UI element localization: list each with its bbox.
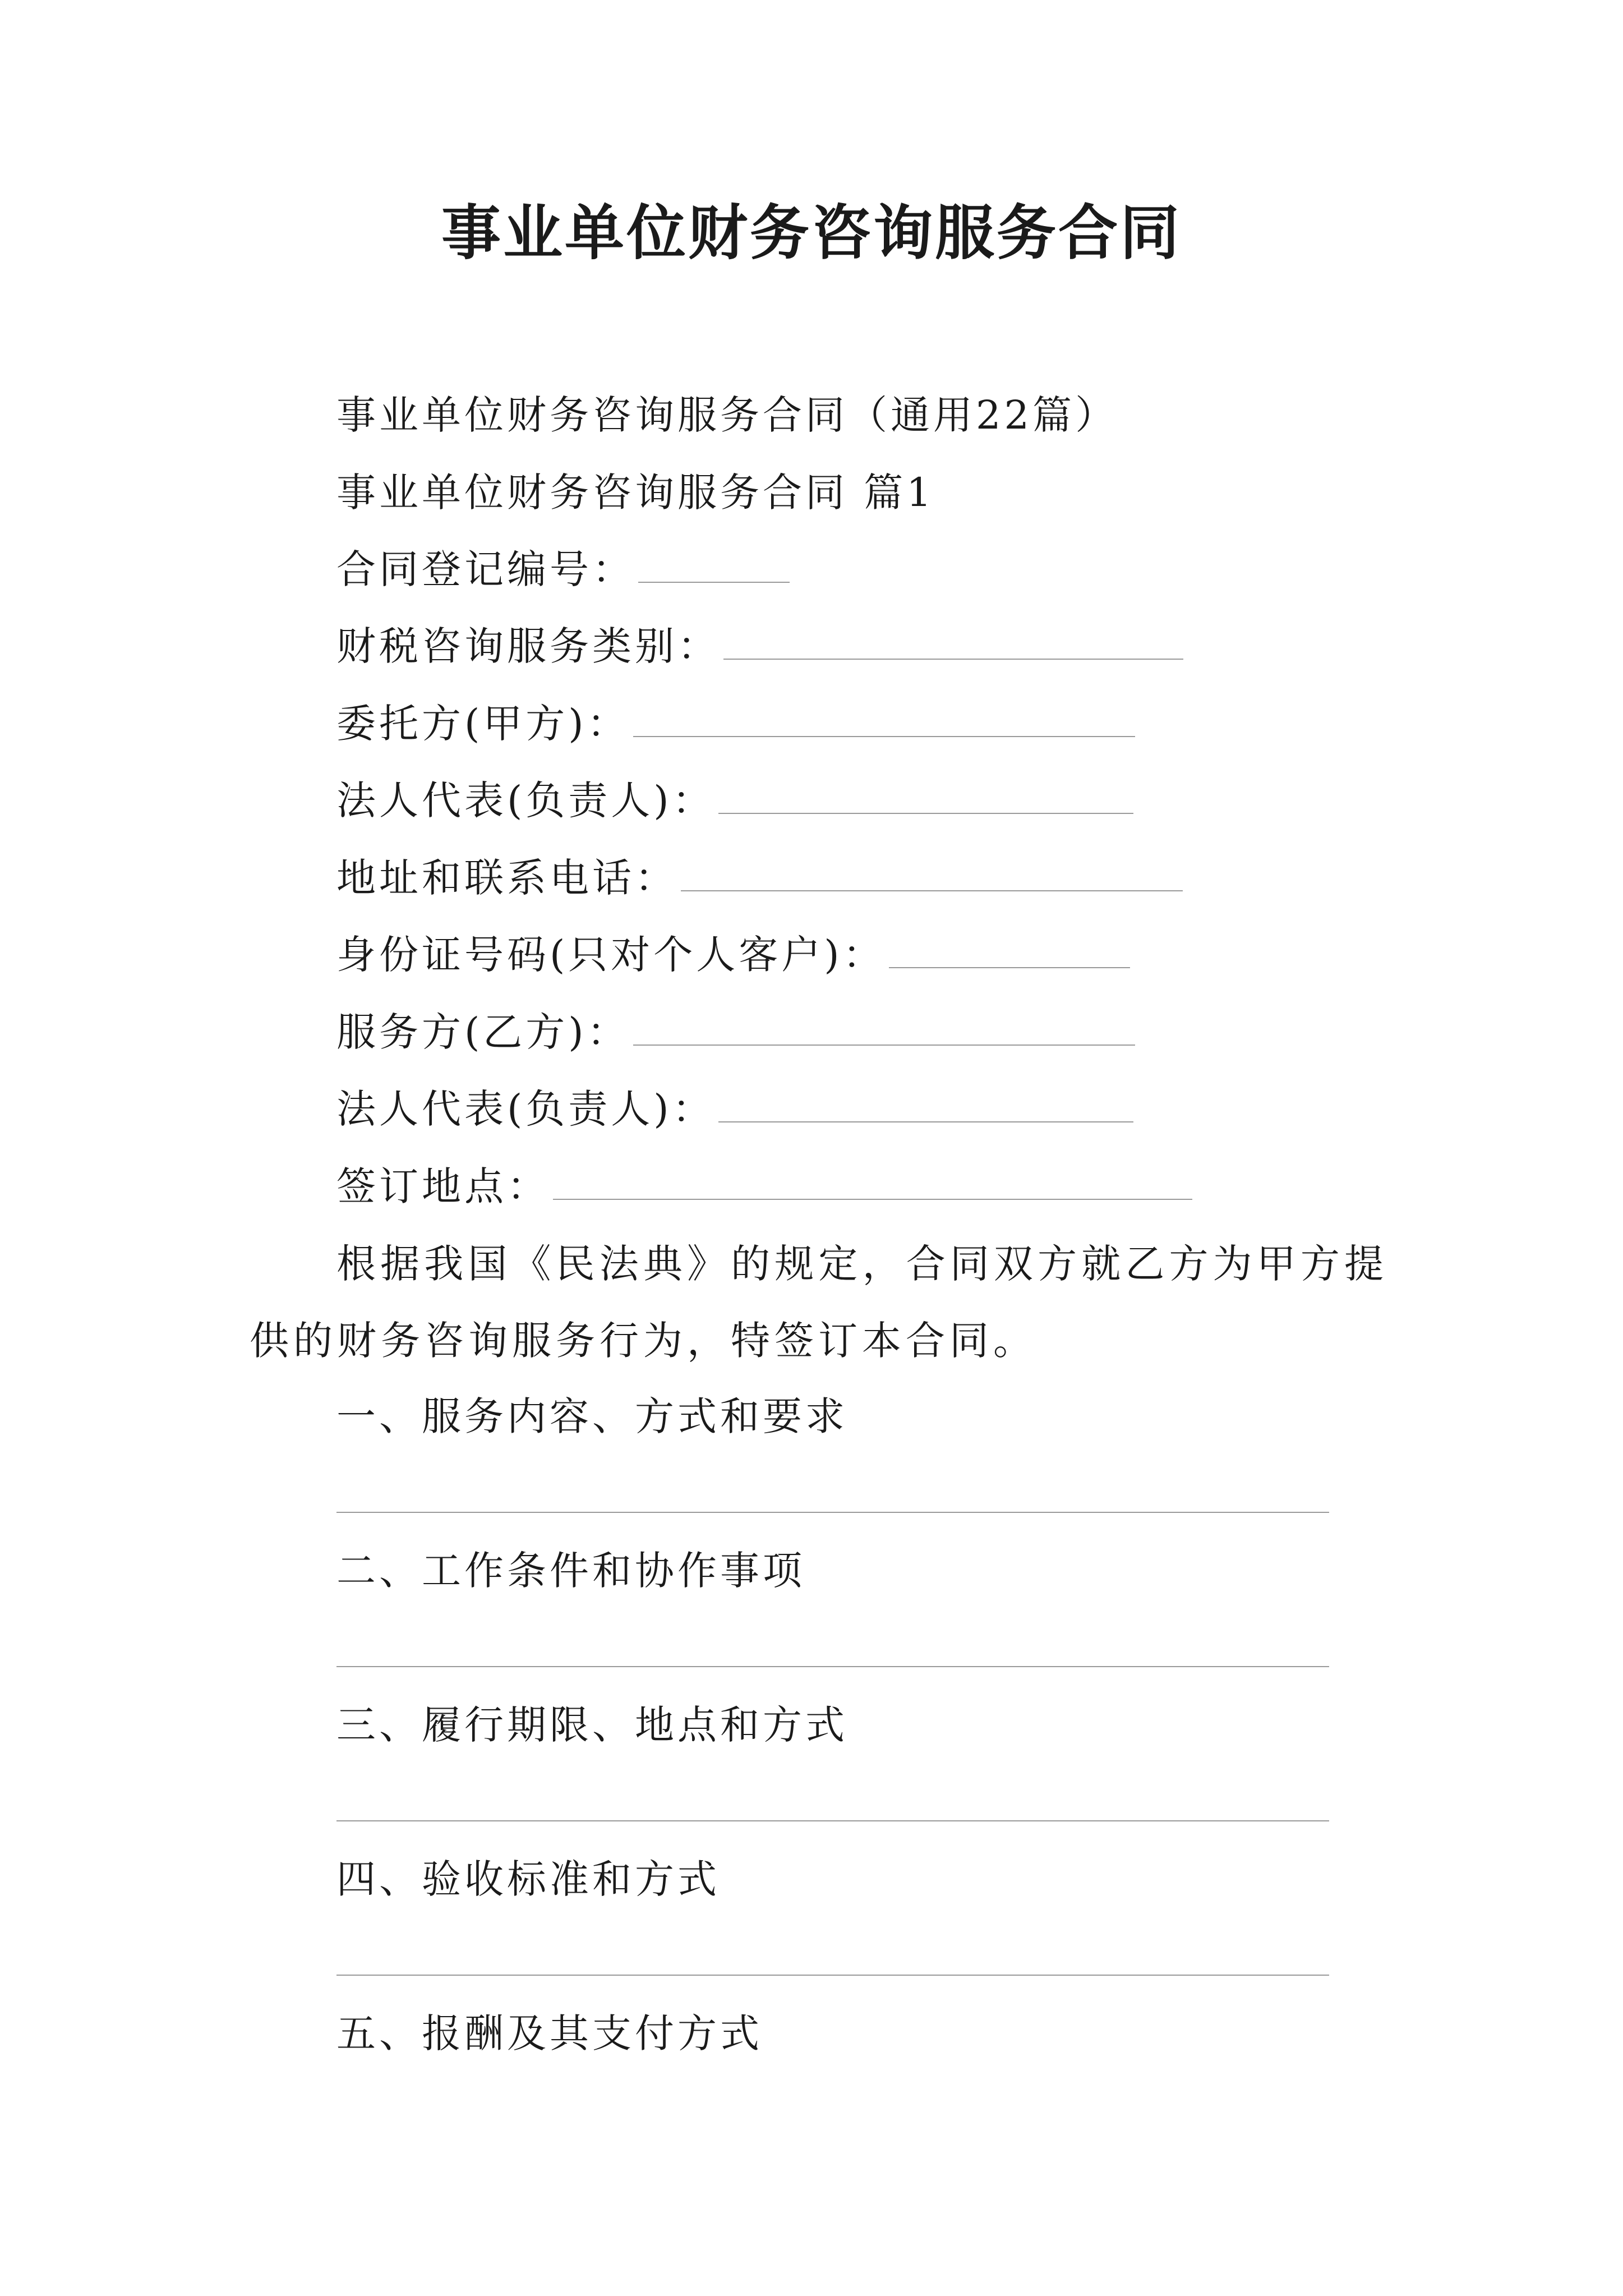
section-heading-5: 五、报酬及其支付方式	[336, 2010, 763, 2056]
section-heading-1: 一、服务内容、方式和要求	[336, 1393, 848, 1439]
fill-in-blank[interactable]	[633, 702, 1135, 737]
section-fill-line[interactable]	[336, 1666, 1329, 1667]
document-subtitle: 事业单位财务咨询服务合同（通用22篇）	[336, 392, 1118, 438]
field-address-phone	[336, 850, 1183, 906]
field-label: 法人代表(负责人)：	[336, 1086, 715, 1132]
fill-in-blank[interactable]	[553, 1165, 1192, 1200]
intro-paragraph: 根据我国《民法典》的规定，合同双方就乙方为甲方提供的财务咨询服务行为，特签订本合同。	[250, 1241, 1388, 1364]
fill-in-blank[interactable]	[681, 857, 1183, 891]
section-heading-4: 四、验收标准和方式	[336, 1856, 720, 1902]
section-heading-3: 三、履行期限、地点和方式	[336, 1702, 848, 1748]
field-contract-number	[336, 541, 790, 597]
section-heading-2: 二、工作条件和协作事项	[336, 1548, 805, 1594]
field-label: 法人代表(负责人)：	[336, 777, 715, 823]
field-label: 财税咨询服务类别：	[336, 623, 720, 669]
field-party-a-representative	[336, 772, 1133, 829]
field-signing-place	[336, 1158, 1192, 1214]
field-service-category	[336, 618, 1183, 674]
fill-in-blank[interactable]	[723, 625, 1183, 660]
field-label: 签订地点：	[336, 1163, 550, 1209]
fill-in-blank[interactable]	[718, 779, 1133, 814]
field-label: 合同登记编号：	[336, 546, 635, 592]
fill-in-blank[interactable]	[889, 933, 1130, 968]
fill-in-blank[interactable]	[718, 1088, 1133, 1122]
field-id-number	[336, 927, 1130, 983]
field-label: 服务方(乙方)：	[336, 1009, 630, 1055]
section-fill-line[interactable]	[336, 1512, 1329, 1513]
document-title: 事业单位财务咨询服务合同	[441, 197, 1182, 268]
field-party-a	[336, 696, 1135, 752]
fill-in-blank[interactable]	[638, 548, 790, 583]
part-heading: 事业单位财务咨询服务合同 篇1	[336, 470, 935, 516]
fill-in-blank[interactable]	[633, 1011, 1135, 1046]
field-party-b	[336, 1004, 1135, 1060]
field-label: 身份证号码(只对个人客户)：	[336, 932, 886, 978]
field-party-b-representative	[336, 1081, 1133, 1137]
section-fill-line[interactable]	[336, 1820, 1329, 1821]
field-label: 地址和联系电话：	[336, 855, 677, 901]
section-fill-line[interactable]	[336, 1975, 1329, 1976]
field-label: 委托方(甲方)：	[336, 701, 630, 747]
